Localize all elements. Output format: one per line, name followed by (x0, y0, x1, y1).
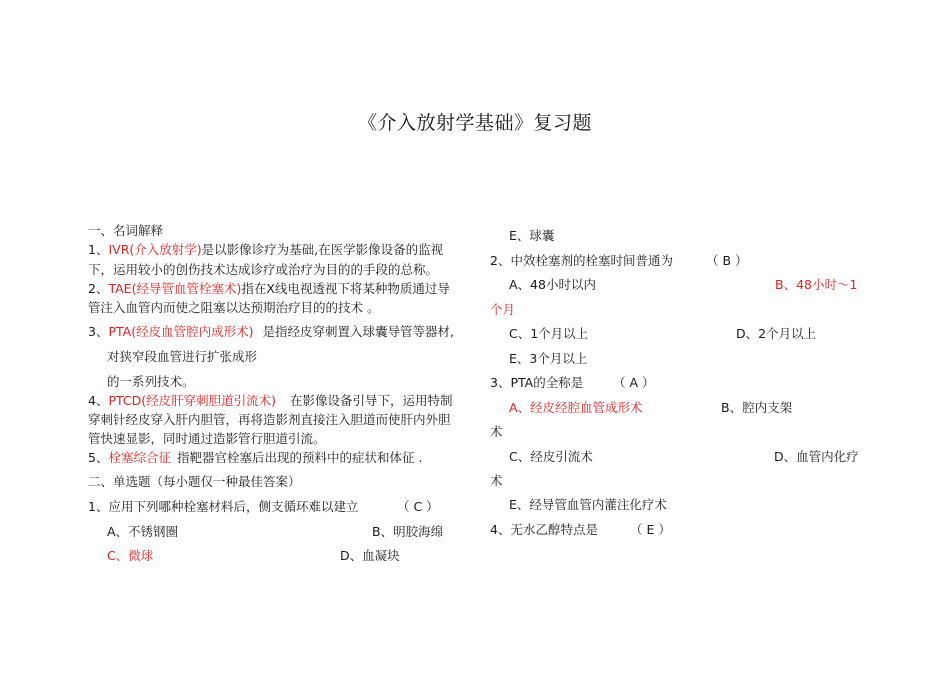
q1-option-e: E、球囊 (509, 228, 555, 243)
term-number: 3、 (88, 324, 109, 339)
term-definition: 指靶器官栓塞后出现的预料中的症状和体征 . (176, 450, 423, 465)
question-4-text: 4、无水乙醇特点是 (490, 522, 598, 537)
q3-option-d: D、血管内化疗 (774, 449, 859, 464)
question-1-text: 1、应用下列哪种栓塞材料后，侧支循环难以建立 (88, 499, 359, 514)
q3-option-e: E、经导管血管内灌注化疗术 (509, 497, 667, 512)
term-number: 1、 (88, 242, 109, 257)
q2-option-b-cont: 个月 (490, 302, 516, 317)
q3-option-d-cont: 术 (490, 473, 503, 488)
question-1-answer: （ C ） (397, 499, 439, 514)
term-definition: 是指经皮穿刺置入球囊导管等器材, (262, 324, 454, 339)
q2-option-b: B、48小时～1 (775, 277, 858, 292)
term-pta: PTA(经皮血管腔内成形术) (108, 324, 254, 339)
q2-option-c: C、1个月以上 (509, 326, 589, 341)
term-number: 2、 (88, 281, 109, 296)
q2-option-a: A、48小时以内 (509, 277, 596, 292)
q3-option-c: C、经皮引流术 (509, 449, 593, 464)
q1-option-c: C、微球 (107, 548, 154, 563)
q3-option-b-cont: 术 (490, 424, 503, 439)
term-4-definition-cont-2: 管快速显影，同时通过造影管行胆道引流。 (88, 431, 326, 446)
q2-option-e: E、3个月以上 (509, 351, 588, 366)
question-2-answer: （ B ） (706, 253, 748, 268)
term-1-line (88, 242, 443, 258)
q3-option-a: A、经皮经腔血管成形术 (509, 400, 643, 415)
page-title: 《介入放射学基础》复习题 (357, 112, 592, 134)
term-4-line (88, 393, 453, 409)
term-number: 5、 (88, 450, 109, 465)
section-heading-definitions: 一、名词解释 (88, 223, 164, 238)
question-2-text: 2、中效栓塞剂的栓塞时间普通为 (490, 253, 673, 268)
term-5-line (88, 450, 422, 466)
q2-option-d: D、2个月以上 (736, 326, 817, 341)
section-heading-single-choice: 二、单选题（每小题仅一种最佳答案） (88, 474, 301, 489)
term-number: 4、 (88, 393, 109, 408)
term-1-definition-cont: 下，运用较小的创伤技术达成诊疗或治疗为目的的手段的总称。 (88, 262, 439, 277)
q1-option-d: D、血凝块 (340, 548, 400, 563)
question-3-text: 3、PTA的全称是 (490, 375, 584, 390)
term-ivr: IVR(介入放射学) (108, 242, 202, 257)
term-ptcd: PTCD(经皮肝穿刺胆道引流术) (108, 393, 277, 408)
term-2-line (88, 281, 450, 297)
question-3-answer: （ A ） (613, 375, 655, 390)
q1-option-a: A、不锈钢圈 (107, 524, 179, 539)
term-definition: 在影像设备引导下，运用特制 (290, 393, 453, 408)
term-definition: 指在X线电视透视下将某种物质通过导 (241, 281, 450, 296)
term-3-definition-cont: 对狭窄段血管进行扩张成形 (107, 349, 258, 364)
term-embolization-syndrome: 栓塞综合征 (108, 450, 171, 465)
term-4-definition-cont: 穿刺针经皮穿入肝内胆管，再将造影剂直接注入胆道而使肝内外胆 (88, 412, 451, 427)
term-3-line (88, 324, 454, 340)
question-4-answer: （ E ） (630, 522, 671, 537)
term-3-definition-cont-2: 的一系列技术。 (107, 374, 195, 389)
term-2-definition-cont: 管注入血管内而使之阻塞以达预期治疗目的的技术 。 (88, 300, 380, 315)
q3-option-b: B、腔内支架 (721, 400, 793, 415)
term-definition: 是以影像诊疗为基础,在医学影像设备的监视 (201, 242, 444, 257)
q1-option-b: B、明胶海绵 (372, 524, 444, 539)
term-tae: TAE(经导管血管栓塞术) (108, 281, 242, 296)
